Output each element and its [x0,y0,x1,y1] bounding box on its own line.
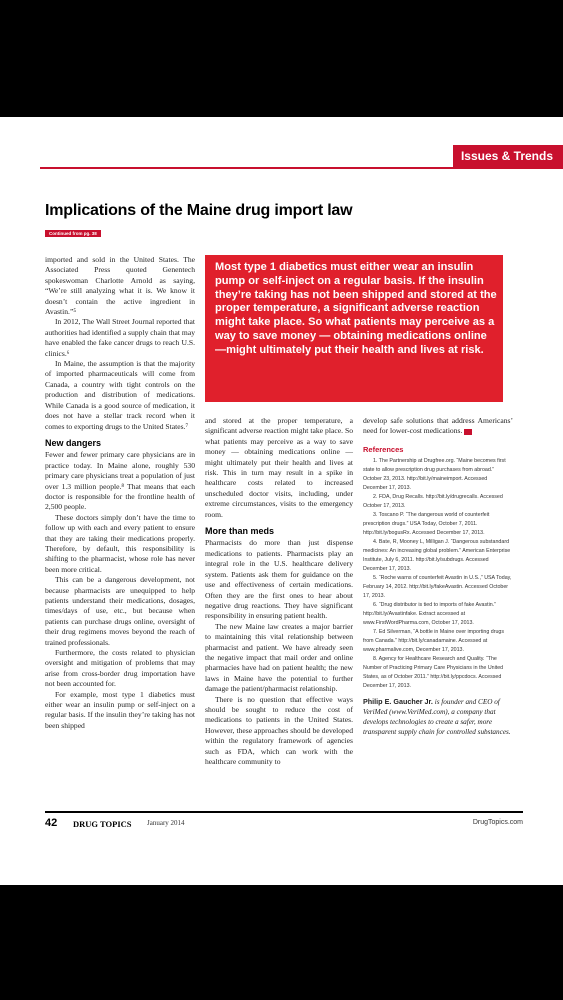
author-bio-text: is founder and CEO of VeriMed (www.VeriMed.com), a company that develops technologies to create a safer, more transparent supply chain for controlled substances. [363,698,511,737]
column-2 [205,416,353,767]
issue-date: January 2014 [147,819,185,827]
reference-item: 7. Ed Silverman, “A bottle in Maine over importing drugs from Canada.” http://bit.ly/canadamaine. Accessed at www.pharmalive.com, December 17, 2013. [363,629,505,654]
end-of-article-icon [464,429,472,435]
paragraph: In 2012, The Wall Street Journal reported that authorities had identified a supply chain that may have enabled the fake cancer drugs to reach U.S. clinics.⁶ [45,317,195,358]
author-name: Philip E. Gaucher Jr. [363,697,433,707]
header-rule [40,167,563,169]
references-title: References [363,444,404,454]
continued-badge: Continued from pg. 38 [45,230,101,237]
paragraph: The new Maine law creates a major barrier to maintaining this vital relationship between pharmacist and patient. We have already seen the negative impact that mail order and online pharmacies have had on patient health; the new laws in Maine have the potential to further damage the patient/pharmacist relationship. [205,621,353,694]
paragraph: imported and sold in the United States. The Associated Press quoted Genentech spokeswoman Charlotte Arnold as saying, “We’re still analyzing what it is. We know it doesn’t contain the active ingredient in Avastin.”⁵ [45,255,195,317]
paragraph: Fewer and fewer primary care physicians are in practice today. In Maine alone, roughly 530 primary care physicians treat a population of just over 1.3 million people.⁸ That means that each doctor is responsible for the frontline health of 2,500 people. [45,450,195,512]
reference-item: 6. “Drug distributor is tied to imports of fake Avastin.” http://bit.ly/Avastinfake. Extract accessed at www.FirstWordPharma.com, October 17, 2013. [363,602,496,627]
author-bio [363,697,513,737]
column-1 [45,255,195,731]
paragraph: There is no question that effective ways should be sought to reduce the cost of medications to patients in the United States. However, these approaches should be developed within the regulatory framework of agencies such as FDA, which can work with the healthcare community to [205,694,353,766]
page-footer [45,817,523,831]
paragraph-text: develop safe solutions that address Americans’ need for lower-cost medications. [363,416,513,436]
paragraph: Pharmacists do more than just dispense medications to patients. Pharmacists play an integral role in the U.S. healthcare delivery system. Patients ask them for guidance on the use and effectiveness of certain medications. Often they are the first ones to hear about negative drug reactions. They have significant responsibility in ensuring patient health. [205,538,353,621]
pull-quote: Most type 1 diabetics must either wear an insulin pump or self-inject on a regular basis. If the insulin they’re taking has not been shipped and stored at the proper temperature, a significant adverse reaction might take place. So what patients may perceive as a way to save money — obtaining medications online —might ultimately put their health and lives at risk. [205,255,503,402]
subheading-more-than-meds: More than meds [205,526,275,537]
reference-item: 4. Bate, R, Mooney L, Milligan J. “Dangerous substandard medicines: An increasing global problem.” American Enterprise Institute, July 6, 2011. http://bit.ly/subdrugs. Accessed December 17, 2013. [363,539,511,573]
magazine-name: DRUG TOPICS [73,819,132,829]
paragraph: For example, most type 1 diabetics must either wear an insulin pump or self-inject on a regular basis. If the insulin they’re taking has not been shipped [45,689,195,730]
reference-item: 2. FDA, Drug Recalls. http://bit.ly/drugrecalls. Accessed October 17, 2013. [363,494,503,510]
website: DrugTopics.com [472,819,523,826]
paragraph: This can be a dangerous development, not because pharmacists are unequipped to help patients understand their medications, dosages, times/days of use, etc., but because when patients can purchase drugs online, oversight of their drug regimens moves beyond the reach of trained professionals. [45,575,195,647]
reference-item: 8. Agency for Healthcare Research and Quality. “The Number of Practicing Primary Care Physicians in the United States, as of October 2011.” http://bit.ly/ppcdocs. Accessed December 17, 2013. [363,656,504,690]
paragraph [363,416,513,437]
section-tab: Issues & Trends [453,145,563,167]
paragraph: In Maine, the assumption is that the majority of imported pharmaceuticals will come from Canada, a country with tight controls on the production and distribution of medications. While Canada is a good source of medication, it does not have a stellar track record when it comes to exporting drugs to the United States.⁷ [45,359,195,431]
reference-item: 5. “Roche warns of counterfeit Avastin in U.S.,” USA Today, February 14, 2012. http://bit.ly/fakeAvastin. Accessed October 17, 2013. [363,575,512,600]
footer-rule [45,811,523,813]
subheading-new-dangers: New dangers [45,437,102,448]
paragraph: and stored at the proper temperature, a significant adverse reaction might take place. So what patients may perceive as a way to save money — obtaining medications online — might ultimately put their health and lives at risk. This in turn may result in a spike in healthcare costs related to increased unscheduled doctor visits, including, under extreme circumstances, visits to the emergency room. [205,416,353,519]
column-3 [363,416,513,737]
page-number: 42 [45,817,58,829]
reference-item: 1. The Partnership at Drugfree.org. “Maine becomes first state to allow prescription drug purchases from abroad.” October 23, 2013. http://bit.ly/maineimport. Accessed December 17, 2013. [363,458,506,492]
paragraph: These doctors simply don’t have the time to follow up with each and every patient to ensure that they are taking their medications properly. Therefore, by default, this responsibility is shifting to the pharmacist, whose role has never been more critical. [45,512,195,574]
paragraph: Furthermore, the costs related to physician oversight and mitigation of problems that may arise from cross-border drug importation have not been accounted for. [45,648,195,689]
article-headline: Implications of the Maine drug import law [45,202,353,219]
reference-item: 3. Toscano P. “The dangerous world of counterfeit prescription drugs.” USA Today, October 7, 2011. http://bit.ly/bogusRx. Accessed December 17, 2013. [363,512,490,537]
magazine-page [0,117,563,885]
